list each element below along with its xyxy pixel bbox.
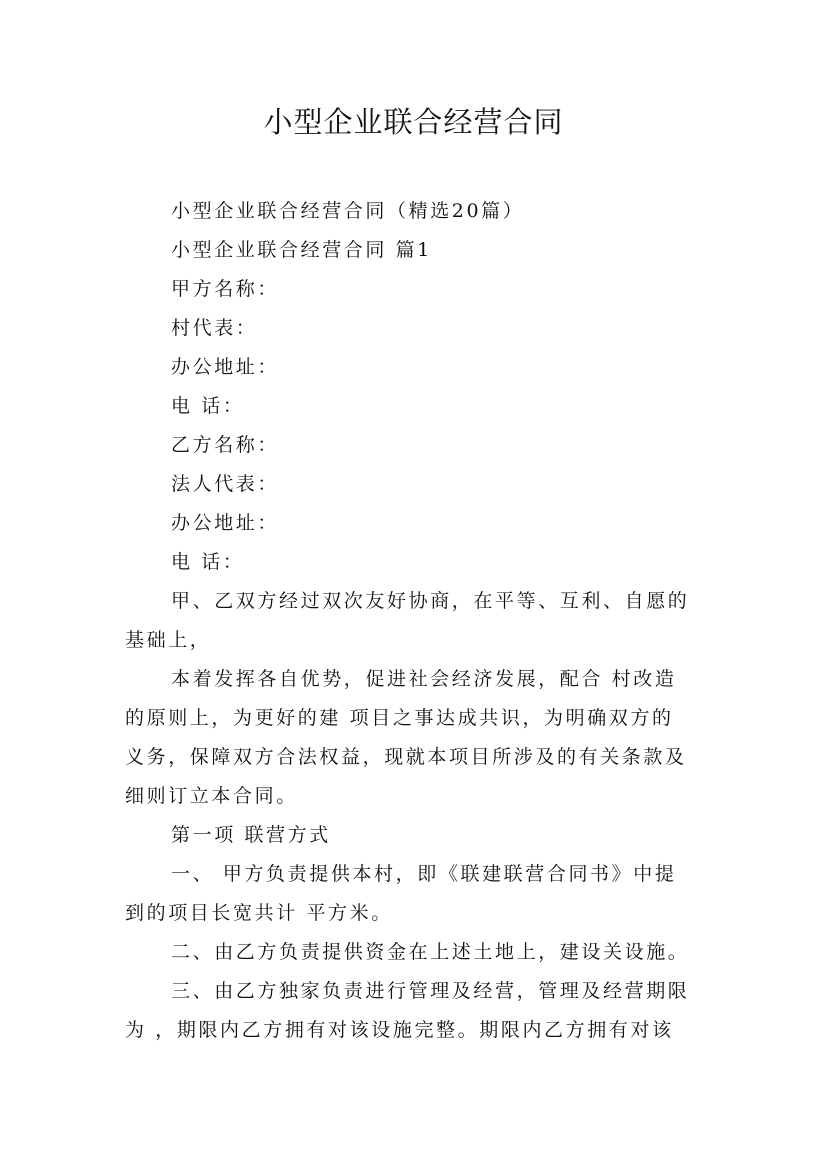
document-title: 小型企业联合经营合同 bbox=[263, 105, 564, 139]
document-line: 第一项 联营方式 bbox=[171, 824, 331, 846]
document-line: 基础上， bbox=[125, 629, 212, 651]
document-line: 细则订立本合同。 bbox=[125, 785, 298, 807]
document-line: 本着发挥各自优势，促进社会经济发展，配合 村改造 bbox=[171, 668, 677, 690]
document-line: 义务，保障双方合法权益，现就本项目所涉及的有关条款及 bbox=[125, 746, 687, 768]
document-line: 三、由乙方独家负责进行管理及经营，管理及经营期限 bbox=[171, 980, 690, 1002]
document-line: 乙方名称： bbox=[171, 434, 280, 456]
document-line: 电 话： bbox=[171, 551, 245, 573]
document-line: 小型企业联合经营合同（精选20篇） bbox=[171, 200, 525, 222]
document-line: 的原则上，为更好的建 项目之事达成共识，为明确双方的 bbox=[125, 707, 674, 729]
document-line: 甲、乙双方经过双次友好协商，在平等、互利、自愿的 bbox=[171, 590, 690, 612]
document-line: 电 话： bbox=[171, 395, 245, 417]
document-line: 为 ，期限内乙方拥有对该设施完整。期限内乙方拥有对该 bbox=[125, 1019, 674, 1041]
document-line: 办公地址： bbox=[171, 356, 280, 378]
document-line: 办公地址： bbox=[171, 512, 280, 534]
document-body bbox=[125, 192, 710, 1050]
document-line: 法人代表： bbox=[171, 473, 280, 495]
document-line: 二、由乙方负责提供资金在上述土地上，建设关设施。 bbox=[171, 941, 690, 963]
document-line: 村代表： bbox=[171, 317, 258, 339]
document-line: 小型企业联合经营合同 篇1 bbox=[171, 239, 432, 261]
document-line: 到的项目长宽共计 平方米。 bbox=[125, 902, 393, 924]
document-line: 一、 甲方负责提供本村，即《联建联营合同书》中提 bbox=[171, 863, 677, 885]
document-line: 甲方名称： bbox=[171, 278, 280, 300]
